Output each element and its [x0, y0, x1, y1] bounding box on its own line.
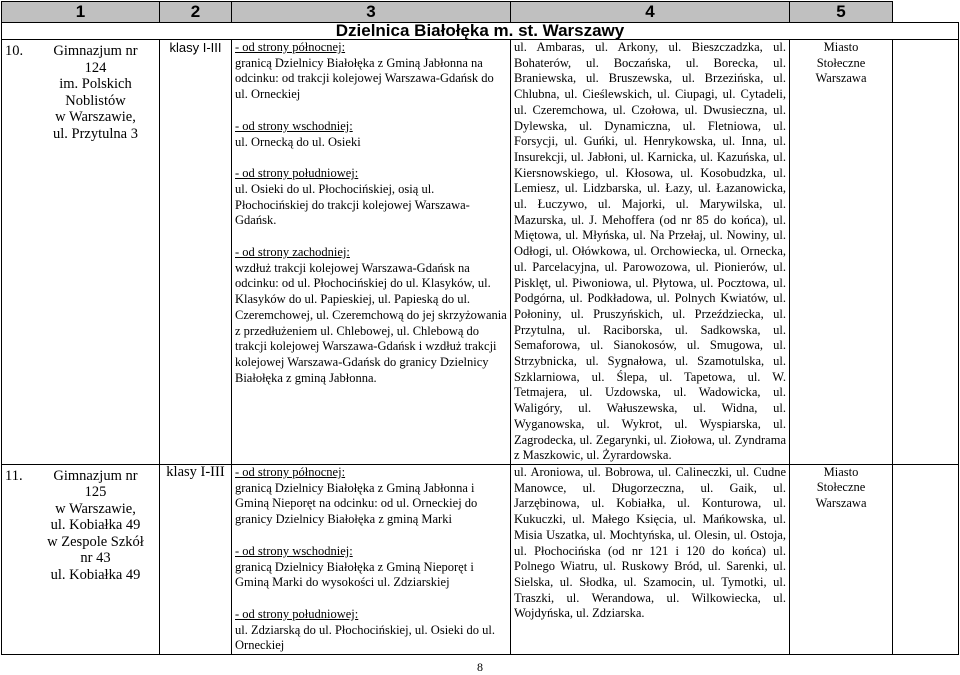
boundary-description [232, 464, 511, 654]
section-text: granicą Dzielnicy Białołęka z Gminą Jabłonna na odcinku: od trakcji kolejowej Warszawa-Gdańsk do ul. Orneckiej [235, 55, 494, 102]
school-line: ul. Przytulna 3 [53, 125, 138, 142]
header-row [2, 2, 959, 23]
boundary-description [232, 40, 511, 465]
classes-cell: klasy I-III [160, 40, 232, 465]
streets-list: ul. Aroniowa, ul. Bobrowa, ul. Calineczki, ul. Cudne Manowce, ul. Długorzeczna, ul. Gaik, ul. Jarzębinowa, ul. Kobiałka, ul. Konturowa, ul. Kukuczki, ul. Małego Księcia, ul. Mańkowska, ul. Misia Uszatka, ul. Mochtyńska, ul. Olesin, ul. Ostoja, ul. Płochocińska (od nr 121 i 120 do końca) ul. Polnego Wiatru, ul. Ruskowy Bród, ul. Sarenki, ul. Sielska, ul. Słodka, ul. Szamocin, ul. Tymotki, ul. Traszki, ul. Werandowa, ul. Wilkowiecka, ul. Wojdyńska, ul. Zdziarska. [511, 464, 790, 654]
section-heading: - od strony północnej: [235, 40, 346, 54]
city-line: Warszawa [815, 495, 867, 510]
school-line: 125 [84, 484, 107, 501]
school-cell [2, 464, 160, 654]
districts-table [1, 1, 959, 23]
empty-cell [893, 40, 959, 465]
section-heading: - od strony południowej: [235, 166, 359, 181]
row-number: 10. [5, 43, 24, 59]
school-line: ul. Kobiałka 49 [50, 517, 141, 534]
school-cell [2, 40, 160, 465]
school-line: Noblistów [65, 92, 126, 109]
header-col-5: 5 [790, 2, 893, 23]
row-number: 11. [5, 467, 23, 484]
district-title: Dzielnica Białołęka m. st. Warszawy [2, 23, 959, 40]
empty-cell [893, 464, 959, 654]
school-line: im. Polskich [59, 76, 132, 92]
section-text: granicą Dzielnicy Białołęka z Gminą Nieporęt i Gminą Marki do wysokości ul. Zdziarskiej [235, 559, 474, 590]
header-col-1: 1 [2, 2, 160, 23]
table-row [2, 40, 959, 465]
section-heading: - od strony zachodniej: [235, 245, 350, 260]
header-col-3: 3 [232, 2, 511, 23]
section-heading: - od strony południowej: [235, 606, 359, 621]
city-cell [790, 464, 893, 654]
streets-list: ul. Ambaras, ul. Arkony, ul. Bieszczadzka, ul. Bohaterów, ul. Boczańska, ul. Borecka, ul. Braniewska, ul. Bruszewska, ul. Brzezińska, ul. Chlubna, ul. Cieślewskich, ul. Ciupagi, ul. Cytadeli, ul. Czeremchowa, ul. Czołowa, ul. Dwusieczna, ul. Dylewska, ul. Dynamiczna, ul. Fletniowa, ul. Forsycji, ul. Guńki, ul. Henrykowska, ul. Inna, ul. Insurekcji, ul. Jabłoni, ul. Karnicka, ul. Kazuńska, ul. Kiersnowskiego, ul. Kłosowa, ul. Kosobudzka, ul. Lemiesz, ul. Lidzbarska, ul. Łazy, ul. Łazanowicka, ul. Łuczywo, ul. Majorki, ul. Marywilska, ul. Mazurska, ul. J. Mehoffera (od nr 85 do końca), ul. Miętowa, ul. Młyńska, ul. Na Przełaj, ul. Nowiny, ul. Odłogi, ul. Ołówkowa, ul. Orchowiecka, ul. Ornecka, ul. Parcelacyjna, ul. Parowozowa, ul. Pionierów, ul. Pisklęt, ul. Piwoniowa, ul. Płytowa, ul. Pocztowa, ul. Podgórna, ul. Podkładowa, ul. Polnych Kwiatów, ul. Połoniny, ul. Pruszyńskich, ul. Przeździecka, ul. Przytulna, ul. Raciborska, ul. Sadkowska, ul. Semaforowa, ul. Sianokosów, ul. Smugowa, ul. Strzybnicka, ul. Sygnałowa, ul. Szamotulska, ul. Szklarniowa, ul. Ślepa, ul. Tapetowa, ul. W. Tetmajera, ul. Uzdowska, ul. Wadowicka, ul. Waligóry, ul. Wałuszewska, ul. Widna, ul. Wyganowska, ul. Wykrot, ul. Wyspiarska, ul. Zagrodecka, ul. Zegarynki, ul. Ziołowa, ul. Zyndrama z Maszkowic, ul. Żyrardowska. [511, 40, 790, 465]
section-text: granicą Dzielnicy Białołęka z Gminą Jabłonna i Gminą Nieporęt na odcinku: od ul. Orneckiej do granicy Dzielnicy Białołęka z gminą Marki [235, 480, 478, 527]
classes-cell: klasy I-III [160, 464, 232, 654]
school-line: 124 [84, 59, 107, 76]
city-line: Stołeczne [816, 480, 866, 495]
city-line: Miasto [823, 40, 859, 54]
header-col-2: 2 [160, 2, 232, 23]
school-line: w Warszawie, [55, 109, 136, 125]
city-line: Miasto [823, 464, 859, 479]
school-line: Gimnazjum nr [53, 467, 138, 484]
section-heading: - od strony wschodniej: [235, 118, 353, 133]
city-line: Warszawa [815, 71, 867, 85]
content-table [1, 22, 959, 655]
school-line: w Warszawie, [55, 500, 136, 517]
school-line: Gimnazjum nr [53, 43, 138, 59]
school-line: w Zespole Szkół [47, 533, 144, 550]
city-line: Stołeczne [816, 55, 866, 70]
section-text: ul. Osieki do ul. Płochocińskiej, osią ul. Płochocińskiej do trakcji kolejowej Warszawa-Gdańsk. [235, 181, 470, 228]
section-text: wzdłuż trakcji kolejowej Warszawa-Gdańsk na odcinku: od ul. Płochocińskiej do ul. Klasyków, ul. Klasyków do ul. Papieskiej, ul. Papieską do ul. Czeremchowej, ul. Czeremchową do jej skrzyżowania z przedłużeniem ul. Chlebowej, ul. Chlebową do trakcji kolejowej Warszawa-Gdańsk i wzdłuż trakcji kolejowej Warszawa-Gdańsk do granicy Dzielnicy Białołęka z gminą Jabłonna. [235, 260, 507, 385]
section-heading: - od strony północnej: [235, 464, 346, 479]
section-heading: - od strony wschodniej: [235, 543, 353, 558]
district-row [2, 23, 959, 40]
page-number: 8 [477, 660, 483, 674]
school-line: nr 43 [80, 550, 111, 567]
city-cell [790, 40, 893, 465]
table-row [2, 464, 959, 654]
header-col-4: 4 [511, 2, 790, 23]
section-text: ul. Ornecką do ul. Osieki [235, 134, 361, 149]
section-text: ul. Zdziarską do ul. Płochocińskiej, ul. Osieki do ul. Orneckiej [235, 622, 496, 653]
school-line: ul. Kobiałka 49 [50, 566, 141, 583]
